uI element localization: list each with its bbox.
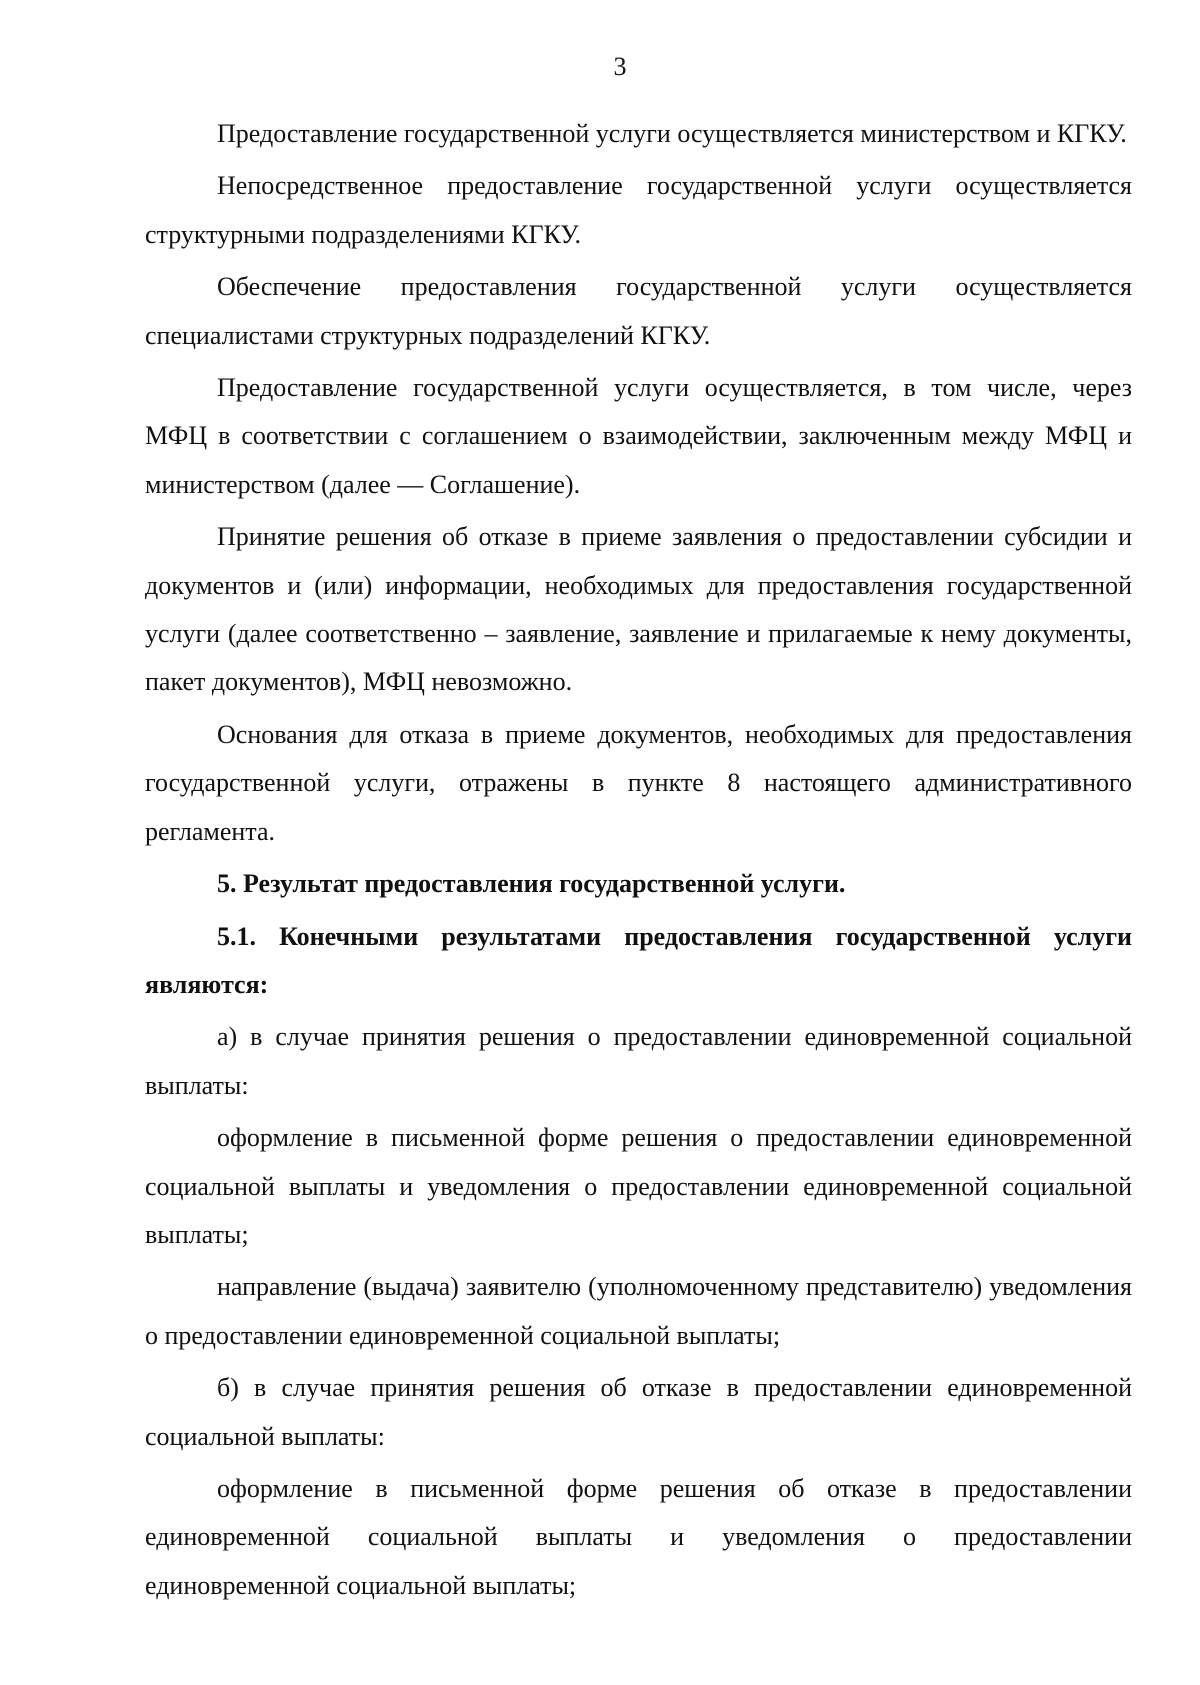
section-heading: 5. Результат предоставления государственной услуги.: [217, 869, 846, 899]
paragraph: Непосредственное предоставление государственной услуги осуществляется структурными подразделениями КГКУ.: [145, 171, 1132, 249]
section-heading: 5.1. Конечными результатами предоставления государственной услуги являются:: [145, 921, 1132, 999]
paragraph: Принятие решения об отказе в приеме заявления о предоставлении субсидии и документов и (или) информации, необходимых для предоставления государственной услуги (далее соответственно – заявление, заявление и прилагаемые к нему документы, пакет документов), МФЦ невозможно.: [145, 522, 1132, 697]
paragraph: оформление в письменной форме решения об отказе в предоставлении единовременной социальной выплаты и уведомления о предоставлении единовременной социальной выплаты;: [145, 1473, 1132, 1600]
document-body: [145, 110, 1132, 1614]
paragraph: б) в случае принятия решения об отказе в предоставлении единовременной социальной выплаты:: [145, 1373, 1132, 1451]
paragraph: Основания для отказа в приеме документов, необходимых для предоставления государственной услуги, отражены в пункте 8 настоящего административного регламента.: [145, 719, 1132, 846]
paragraph: Предоставление государственной услуги осуществляется министерством и КГКУ.: [217, 119, 1127, 148]
paragraph: Предоставление государственной услуги осуществляется, в том числе, через МФЦ в соответствии с соглашением о взаимодействии, заключенным между МФЦ и министерством (далее — Соглашение).: [145, 373, 1132, 499]
paragraph: а) в случае принятия решения о предоставлении единовременной социальной выплаты:: [145, 1022, 1132, 1100]
paragraph: направление (выдача) заявителю (уполномоченному представителю) уведомления о предоставлении единовременной социальной выплаты;: [145, 1272, 1132, 1350]
paragraph: оформление в письменной форме решения о предоставлении единовременной социальной выплаты и уведомления о предоставлении единовременной социальной выплаты;: [145, 1123, 1132, 1249]
paragraph: Обеспечение предоставления государственной услуги осуществляется специалистами структурных подразделений КГКУ.: [145, 272, 1132, 350]
page-number: 3: [613, 52, 627, 81]
